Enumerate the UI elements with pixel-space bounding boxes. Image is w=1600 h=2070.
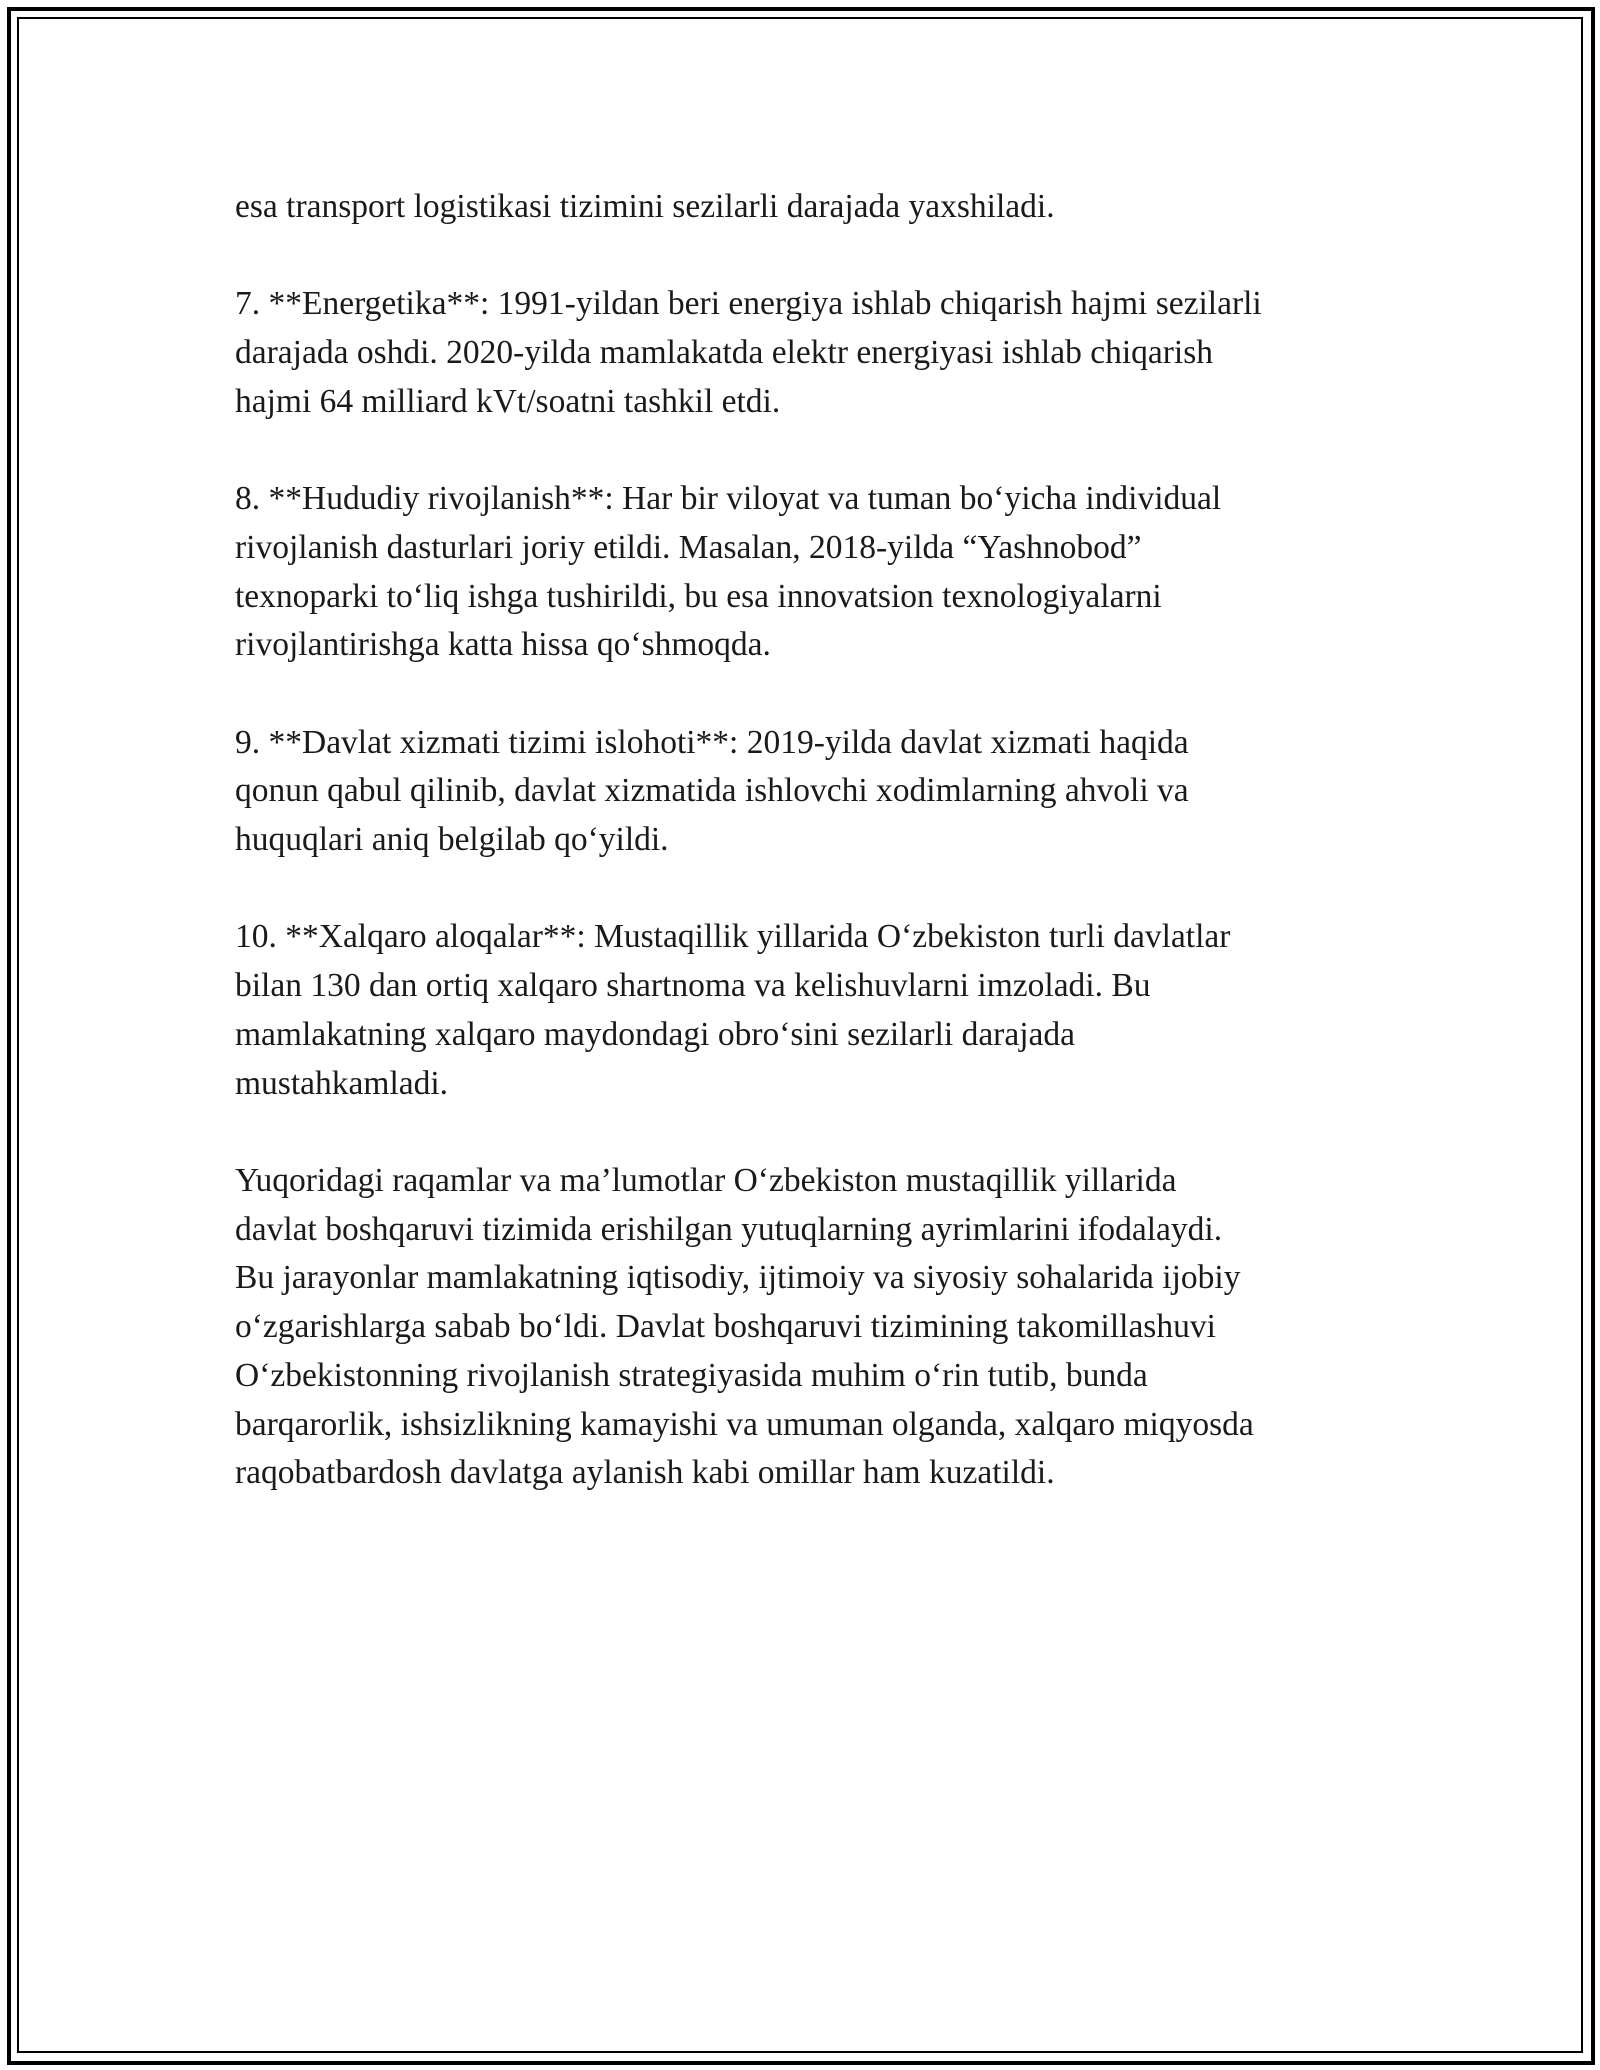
text-line: Yuqoridagi raqamlar va ma’lumotlar O‘zbekiston mustaqillik yillarida [235,1161,1177,1199]
text-line: 10. **Xalqaro aloqalar**: Mustaqillik yillarida O‘zbekiston turli davlatlar [235,918,1231,956]
paragraph-xalqaro-aloqalar [235,913,1385,1108]
text-line: darajada oshdi. 2020-yilda mamlakatda elektr energiyasi ishlab chiqarish [235,334,1214,372]
text-line: o‘zgarishlarga sabab bo‘ldi. Davlat boshqaruvi tizimining takomillashuvi [235,1308,1216,1346]
text-line: 8. **Hududiy rivojlanish**: Har bir viloyat va tuman bo‘yicha individual [235,480,1222,518]
text-line: raqobatbardosh davlatga aylanish kabi omillar ham kuzatildi. [235,1454,1055,1492]
text-line: davlat boshqaruvi tizimida erishilgan yutuqlarning ayrimlarini ifodalaydi. [235,1210,1223,1248]
paragraph-davlat-xizmati [235,719,1385,865]
text-line: Bu jarayonlar mamlakatning iqtisodiy, ijtimoiy va siyosiy sohalarida ijobiy [235,1259,1241,1297]
text-line: texnoparki to‘liq ishga tushirildi, bu esa innovatsion texnologiyalarni [235,577,1162,615]
text-line: hajmi 64 milliard kVt/soatni tashkil etdi. [235,382,781,420]
text-line: barqarorlik, ishsizlikning kamayishi va umuman olganda, xalqaro miqyosda [235,1405,1254,1443]
text-line: 7. **Energetika**: 1991-yildan beri energiya ishlab chiqarish hajmi sezilarli [235,285,1262,323]
text-line: qonun qabul qilinib, davlat xizmatida ishlovchi xodimlarning ahvoli va [235,772,1189,810]
text-line: mamlakatning xalqaro maydondagi obro‘sini sezilarli darajada [235,1015,1076,1053]
text-line: rivojlantirishga katta hissa qo‘shmoqda. [235,626,771,664]
text-line: rivojlanish dasturlari joriy etildi. Masalan, 2018-yilda “Yashnobod” [235,528,1142,566]
text-line: 9. **Davlat xizmati tizimi islohoti**: 2019-yilda davlat xizmati haqida [235,723,1189,761]
paragraph-hududiy-rivojlanish [235,475,1385,670]
text-line: bilan 130 dan ortiq xalqaro shartnoma va kelishuvlarni imzoladi. Bu [235,967,1151,1005]
paragraph-energetika [235,280,1385,426]
text-line: huquqlari aniq belgilab qo‘yildi. [235,821,669,859]
text-line: esa transport logistikasi tizimini sezilarli darajada yaxshiladi. [235,188,1055,225]
paragraph-transport-continuation [235,183,1385,232]
text-line: O‘zbekistonning rivojlanish strategiyasida muhim o‘rin tutib, bunda [235,1356,1148,1394]
paragraph-conclusion [235,1157,1385,1498]
document-body [235,183,1385,1547]
text-line: mustahkamladi. [235,1064,449,1102]
